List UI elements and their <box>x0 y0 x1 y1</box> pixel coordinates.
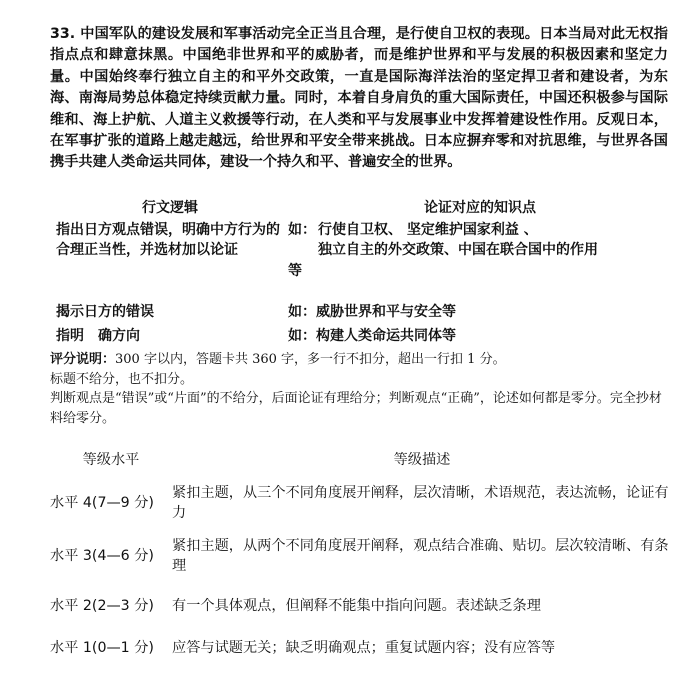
level-row <box>50 478 672 528</box>
logic-header-left: 行文逻辑 <box>142 200 198 216</box>
logic-row-point: 行使自卫权、 坚定维护国家利益 、 <box>318 222 538 238</box>
scoring-notes <box>50 350 670 428</box>
logic-table <box>50 198 670 350</box>
logic-header-right: 论证对应的知识点 <box>424 200 536 216</box>
logic-row <box>50 220 670 302</box>
level-label: 水平 1(0—1 分) <box>50 640 154 656</box>
logic-table-header <box>50 198 670 220</box>
level-label: 水平 4(7—9 分) <box>50 495 154 511</box>
logic-row-right <box>288 220 670 302</box>
level-description: 应答与试题无关；缺乏明确观点；重复试题内容；没有应答等 <box>172 640 556 656</box>
scoring-line: 判断观点是“错误”或“片面”的不给分，后面论证有理给分；判断观点“正确”，论述如何都是零分。完全抄材料给零分。 <box>50 391 662 426</box>
question-paragraph: 33. 中国军队的建设发展和军事活动完全正当且合理，是行使自卫权的表现。日本当局对此无权指指点点和肆意抹黑。中国绝非世界和平的威胁者，而是维护世界和平与发展的积极因素和坚定力量。中国始终奉行独立自主的和平外交政策，一直是国际海洋法治的坚定捍卫者和建设者，为东海、南海局势总体稳定持续贡献力量。同时，本着自身肩负的重大国际责任，中国还积极参与国际维和、海上护航、人道主义救援等行动，在人类和平与发展事业中发挥着建设性作用。反观日本，在军事扩张的道路上越走越远，给世界和平安全带来挑战。日本应摒弃零和对抗思维，与世界各国携手共建人类命运共同体，建设一个持久和平、普遍安全的世界。 <box>50 26 668 171</box>
logic-row <box>50 302 670 326</box>
logic-row-right: 如：构建人类命运共同体等 <box>288 328 456 344</box>
level-table <box>50 450 672 668</box>
description-header: 等级描述 <box>393 452 451 468</box>
logic-row-suffix: 等 <box>288 263 302 279</box>
logic-row-point: 独立自主的外交政策、中国在联合国中的作用 <box>318 242 598 258</box>
level-description: 有一个具体观点，但阐释不能集中指向问题。表述缺乏条理 <box>172 598 541 614</box>
level-header: 等级水平 <box>82 452 140 468</box>
level-label: 水平 3(4—6 分) <box>50 548 154 564</box>
logic-row-left: 揭示日方的错误 <box>56 304 154 320</box>
level-row <box>50 628 672 668</box>
level-description: 紧扣主题，从三个不同角度展开阐释，层次清晰，术语规范，表达流畅，论证有力 <box>172 485 669 521</box>
logic-row <box>50 326 670 350</box>
level-description: 紧扣主题，从两个不同角度展开阐释，观点结合准确、贴切。层次较清晰、有条理 <box>172 538 669 574</box>
level-table-header <box>50 450 672 478</box>
logic-row-left: 指明 确方向 <box>56 328 140 344</box>
scoring-line: 标题不给分，也不扣分。 <box>50 371 194 387</box>
logic-row-right: 如：威胁世界和平与安全等 <box>288 304 456 320</box>
logic-row-left: 指出日方观点错误，明确中方行为的合理正当性，并选材加以论证 <box>56 222 280 258</box>
logic-row-prefix: 如： <box>288 222 316 238</box>
level-label: 水平 2(2—3 分) <box>50 598 154 614</box>
scoring-line: 300 字以内，答题卡共 360 字，多一行不扣分，超出一行扣 1 分。 <box>115 352 506 367</box>
scoring-label: 评分说明： <box>50 352 116 367</box>
level-row <box>50 531 672 581</box>
level-row <box>50 586 672 626</box>
